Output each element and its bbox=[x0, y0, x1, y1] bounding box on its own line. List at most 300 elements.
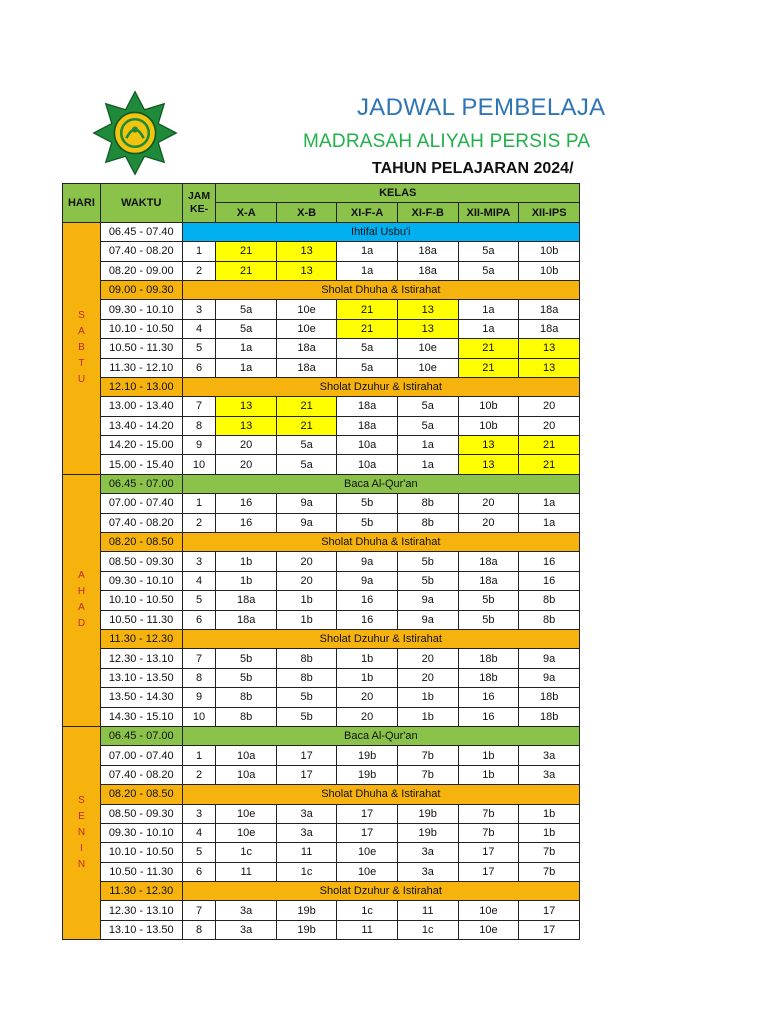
jam-cell: 2 bbox=[182, 765, 216, 784]
header-waktu: WAKTU bbox=[100, 184, 182, 223]
time-cell: 08.20 - 08.50 bbox=[100, 785, 182, 804]
header-jam-line2: KE- bbox=[190, 202, 209, 215]
jam-cell: 4 bbox=[182, 823, 216, 842]
jam-cell: 8 bbox=[182, 416, 216, 435]
subject-cell: 21 bbox=[216, 261, 276, 280]
subject-cell: 7b bbox=[519, 862, 580, 881]
time-cell: 10.50 - 11.30 bbox=[100, 339, 182, 358]
subject-cell: 5a bbox=[216, 319, 276, 338]
subject-cell: 21 bbox=[216, 242, 276, 261]
time-cell: 11.30 - 12.10 bbox=[100, 358, 182, 377]
header-jam-line1: JAM bbox=[187, 189, 211, 202]
subject-cell: 10e bbox=[216, 804, 276, 823]
table-row bbox=[63, 688, 580, 707]
subject-cell: 13 bbox=[397, 319, 458, 338]
subject-cell: 18b bbox=[519, 707, 580, 726]
subject-cell: 16 bbox=[216, 513, 276, 532]
subject-cell: 3a bbox=[216, 901, 276, 920]
subject-cell: 18a bbox=[337, 416, 398, 435]
table-row bbox=[63, 571, 580, 590]
event-label: Sholat Dhuha & Istirahat bbox=[182, 785, 579, 804]
subject-cell: 8b bbox=[276, 649, 336, 668]
subject-cell: 5a bbox=[458, 242, 519, 261]
subject-cell: 16 bbox=[458, 688, 519, 707]
subject-cell: 19b bbox=[276, 920, 336, 939]
subject-cell: 17 bbox=[337, 823, 398, 842]
table-row bbox=[63, 261, 580, 280]
subject-cell: 21 bbox=[276, 397, 336, 416]
table-row bbox=[63, 610, 580, 629]
event-row bbox=[63, 882, 580, 901]
subject-cell: 3a bbox=[397, 843, 458, 862]
subject-cell: 1a bbox=[216, 358, 276, 377]
subject-cell: 1c bbox=[337, 901, 398, 920]
subject-cell: 18a bbox=[458, 552, 519, 571]
schedule-table bbox=[62, 183, 580, 940]
day-letter: H bbox=[77, 586, 86, 598]
subject-cell: 20 bbox=[216, 455, 276, 474]
jam-cell: 8 bbox=[182, 920, 216, 939]
subject-cell: 17 bbox=[337, 804, 398, 823]
day-letter: A bbox=[78, 326, 85, 338]
subject-cell: 10e bbox=[397, 358, 458, 377]
jam-cell: 4 bbox=[182, 319, 216, 338]
time-cell: 11.30 - 12.30 bbox=[100, 882, 182, 901]
subject-cell: 1b bbox=[276, 610, 336, 629]
subject-cell: 20 bbox=[276, 552, 336, 571]
time-cell: 08.50 - 09.30 bbox=[100, 552, 182, 571]
time-cell: 10.10 - 10.50 bbox=[100, 591, 182, 610]
subject-cell: 16 bbox=[337, 610, 398, 629]
day-letter: S bbox=[78, 795, 85, 807]
subject-cell: 18a bbox=[397, 242, 458, 261]
subject-cell: 1a bbox=[519, 494, 580, 513]
jam-cell: 6 bbox=[182, 358, 216, 377]
subject-cell: 11 bbox=[216, 862, 276, 881]
table-row bbox=[63, 649, 580, 668]
subject-cell: 21 bbox=[519, 455, 580, 474]
subject-cell: 20 bbox=[397, 668, 458, 687]
subject-cell: 7b bbox=[458, 804, 519, 823]
subject-cell: 8b bbox=[276, 668, 336, 687]
table-row bbox=[63, 591, 580, 610]
subject-cell: 8b bbox=[519, 610, 580, 629]
subject-cell: 13 bbox=[397, 300, 458, 319]
day-label bbox=[63, 222, 101, 474]
header-class: XII-MIPA bbox=[458, 203, 519, 222]
table-row bbox=[63, 707, 580, 726]
time-cell: 13.50 - 14.30 bbox=[100, 688, 182, 707]
time-cell: 07.00 - 07.40 bbox=[100, 494, 182, 513]
event-row bbox=[63, 377, 580, 396]
table-row bbox=[63, 901, 580, 920]
subject-cell: 9a bbox=[397, 610, 458, 629]
subject-cell: 10e bbox=[276, 319, 336, 338]
subject-cell: 18a bbox=[458, 571, 519, 590]
subject-cell: 1b bbox=[458, 765, 519, 784]
day-letter: N bbox=[77, 859, 86, 871]
subject-cell: 1b bbox=[458, 746, 519, 765]
subject-cell: 1a bbox=[337, 261, 398, 280]
subject-cell: 18a bbox=[519, 300, 580, 319]
subject-cell: 10e bbox=[216, 823, 276, 842]
subject-cell: 7b bbox=[458, 823, 519, 842]
subject-cell: 1a bbox=[519, 513, 580, 532]
subject-cell: 7b bbox=[519, 843, 580, 862]
subject-cell: 20 bbox=[458, 494, 519, 513]
table-row bbox=[63, 358, 580, 377]
header-class: X-B bbox=[276, 203, 336, 222]
jam-cell: 1 bbox=[182, 746, 216, 765]
subject-cell: 10a bbox=[337, 436, 398, 455]
table-row bbox=[63, 242, 580, 261]
subject-cell: 18a bbox=[276, 339, 336, 358]
time-cell: 06.45 - 07.40 bbox=[100, 222, 182, 241]
subject-cell: 10e bbox=[337, 843, 398, 862]
subject-cell: 8b bbox=[216, 707, 276, 726]
day-label bbox=[63, 726, 101, 939]
time-cell: 10.50 - 11.30 bbox=[100, 862, 182, 881]
subject-cell: 8b bbox=[519, 591, 580, 610]
subject-cell: 10e bbox=[458, 920, 519, 939]
subject-cell: 9a bbox=[276, 513, 336, 532]
subject-cell: 21 bbox=[337, 319, 398, 338]
header-class: XII-IPS bbox=[519, 203, 580, 222]
time-cell: 06.45 - 07.00 bbox=[100, 474, 182, 493]
time-cell: 09.30 - 10.10 bbox=[100, 823, 182, 842]
subject-cell: 19b bbox=[337, 746, 398, 765]
event-label: Baca Al-Qur'an bbox=[182, 474, 579, 493]
table-row bbox=[63, 823, 580, 842]
star-emblem-icon bbox=[92, 90, 178, 176]
subject-cell: 1b bbox=[337, 668, 398, 687]
event-label: Sholat Dhuha & Istirahat bbox=[182, 533, 579, 552]
subject-cell: 5a bbox=[216, 300, 276, 319]
subject-cell: 16 bbox=[458, 707, 519, 726]
subject-cell: 20 bbox=[216, 436, 276, 455]
subject-cell: 21 bbox=[276, 416, 336, 435]
subject-cell: 1a bbox=[397, 436, 458, 455]
subject-cell: 18b bbox=[519, 688, 580, 707]
subject-cell: 3a bbox=[276, 823, 336, 842]
subject-cell: 17 bbox=[458, 843, 519, 862]
time-cell: 08.50 - 09.30 bbox=[100, 804, 182, 823]
event-label: Sholat Dzuhur & Istirahat bbox=[182, 882, 579, 901]
subject-cell: 5b bbox=[397, 571, 458, 590]
jam-cell: 7 bbox=[182, 649, 216, 668]
subject-cell: 10a bbox=[337, 455, 398, 474]
day-letter: B bbox=[78, 342, 85, 354]
subject-cell: 10a bbox=[216, 746, 276, 765]
subject-cell: 13 bbox=[458, 455, 519, 474]
subject-cell: 16 bbox=[337, 591, 398, 610]
time-cell: 08.20 - 08.50 bbox=[100, 533, 182, 552]
event-row bbox=[63, 533, 580, 552]
jam-cell: 3 bbox=[182, 552, 216, 571]
subject-cell: 17 bbox=[519, 920, 580, 939]
day-letter: I bbox=[80, 843, 83, 855]
subject-cell: 3a bbox=[397, 862, 458, 881]
subject-cell: 10e bbox=[397, 339, 458, 358]
subject-cell: 13 bbox=[216, 416, 276, 435]
jam-cell: 6 bbox=[182, 862, 216, 881]
subject-cell: 5a bbox=[458, 261, 519, 280]
table-row bbox=[63, 339, 580, 358]
subject-cell: 13 bbox=[458, 436, 519, 455]
subject-cell: 21 bbox=[458, 339, 519, 358]
table-row bbox=[63, 300, 580, 319]
subject-cell: 9a bbox=[337, 552, 398, 571]
time-cell: 06.45 - 07.00 bbox=[100, 726, 182, 745]
subject-cell: 3a bbox=[276, 804, 336, 823]
subject-cell: 13 bbox=[276, 242, 336, 261]
subject-cell: 1b bbox=[216, 552, 276, 571]
time-cell: 10.10 - 10.50 bbox=[100, 843, 182, 862]
jam-cell: 5 bbox=[182, 339, 216, 358]
time-cell: 13.10 - 13.50 bbox=[100, 668, 182, 687]
subject-cell: 9a bbox=[397, 591, 458, 610]
subject-cell: 11 bbox=[397, 901, 458, 920]
day-letter: E bbox=[78, 811, 85, 823]
subject-cell: 5b bbox=[458, 610, 519, 629]
header-jam bbox=[182, 184, 216, 223]
day-letter: N bbox=[77, 827, 86, 839]
jam-cell: 10 bbox=[182, 455, 216, 474]
subject-cell: 19b bbox=[276, 901, 336, 920]
subject-cell: 1a bbox=[337, 242, 398, 261]
subject-cell: 10b bbox=[458, 397, 519, 416]
subject-cell: 18a bbox=[276, 358, 336, 377]
table-row bbox=[63, 668, 580, 687]
jam-cell: 6 bbox=[182, 610, 216, 629]
table-row bbox=[63, 436, 580, 455]
subject-cell: 3a bbox=[216, 920, 276, 939]
time-cell: 15.00 - 15.40 bbox=[100, 455, 182, 474]
subject-cell: 8b bbox=[216, 688, 276, 707]
subject-cell: 10a bbox=[216, 765, 276, 784]
jam-cell: 2 bbox=[182, 261, 216, 280]
day-letter: T bbox=[78, 358, 85, 370]
subject-cell: 11 bbox=[337, 920, 398, 939]
jam-cell: 9 bbox=[182, 688, 216, 707]
time-cell: 10.50 - 11.30 bbox=[100, 610, 182, 629]
subject-cell: 1c bbox=[397, 920, 458, 939]
subject-cell: 1b bbox=[519, 823, 580, 842]
subject-cell: 1b bbox=[397, 707, 458, 726]
school-name: MADRASAH ALIYAH PERSIS PA bbox=[303, 131, 591, 152]
subject-cell: 20 bbox=[337, 707, 398, 726]
subject-cell: 20 bbox=[397, 649, 458, 668]
subject-cell: 10e bbox=[276, 300, 336, 319]
jam-cell: 1 bbox=[182, 242, 216, 261]
page-title: JADWAL PEMBELAJA bbox=[357, 94, 606, 121]
table-row bbox=[63, 319, 580, 338]
subject-cell: 18a bbox=[216, 610, 276, 629]
subject-cell: 5b bbox=[337, 494, 398, 513]
subject-cell: 5a bbox=[337, 339, 398, 358]
subject-cell: 20 bbox=[519, 397, 580, 416]
subject-cell: 17 bbox=[276, 746, 336, 765]
event-row bbox=[63, 785, 580, 804]
jam-cell: 7 bbox=[182, 397, 216, 416]
time-cell: 14.20 - 15.00 bbox=[100, 436, 182, 455]
subject-cell: 19b bbox=[337, 765, 398, 784]
table-row bbox=[63, 397, 580, 416]
subject-cell: 1a bbox=[458, 300, 519, 319]
header-class: XI-F-A bbox=[337, 203, 398, 222]
subject-cell: 1b bbox=[216, 571, 276, 590]
time-cell: 08.20 - 09.00 bbox=[100, 261, 182, 280]
subject-cell: 16 bbox=[216, 494, 276, 513]
subject-cell: 13 bbox=[519, 358, 580, 377]
subject-cell: 9a bbox=[276, 494, 336, 513]
jam-cell: 5 bbox=[182, 591, 216, 610]
subject-cell: 13 bbox=[519, 339, 580, 358]
subject-cell: 1b bbox=[337, 649, 398, 668]
event-row bbox=[63, 280, 580, 299]
subject-cell: 18a bbox=[519, 319, 580, 338]
event-label: Baca Al-Qur'an bbox=[182, 726, 579, 745]
event-row bbox=[63, 474, 580, 493]
time-cell: 13.40 - 14.20 bbox=[100, 416, 182, 435]
subject-cell: 21 bbox=[337, 300, 398, 319]
subject-cell: 5a bbox=[397, 397, 458, 416]
time-cell: 12.10 - 13.00 bbox=[100, 377, 182, 396]
day-letter: S bbox=[78, 310, 85, 322]
subject-cell: 18a bbox=[337, 397, 398, 416]
table-row bbox=[63, 843, 580, 862]
subject-cell: 20 bbox=[276, 571, 336, 590]
table-row bbox=[63, 513, 580, 532]
day-label bbox=[63, 474, 101, 726]
subject-cell: 18a bbox=[397, 261, 458, 280]
subject-cell: 9a bbox=[519, 649, 580, 668]
time-cell: 07.40 - 08.20 bbox=[100, 513, 182, 532]
subject-cell: 1b bbox=[397, 688, 458, 707]
time-cell: 11.30 - 12.30 bbox=[100, 629, 182, 648]
time-cell: 09.30 - 10.10 bbox=[100, 571, 182, 590]
subject-cell: 1c bbox=[276, 862, 336, 881]
header-hari: HARI bbox=[63, 184, 101, 223]
subject-cell: 5a bbox=[397, 416, 458, 435]
time-cell: 13.10 - 13.50 bbox=[100, 920, 182, 939]
jam-cell: 3 bbox=[182, 300, 216, 319]
subject-cell: 7b bbox=[397, 746, 458, 765]
subject-cell: 5a bbox=[337, 358, 398, 377]
event-label: Sholat Dzuhur & Istirahat bbox=[182, 377, 579, 396]
subject-cell: 1c bbox=[216, 843, 276, 862]
subject-cell: 10b bbox=[519, 242, 580, 261]
day-letter: U bbox=[77, 374, 86, 386]
subject-cell: 18b bbox=[458, 649, 519, 668]
subject-cell: 21 bbox=[458, 358, 519, 377]
table-row bbox=[63, 765, 580, 784]
table-row bbox=[63, 862, 580, 881]
subject-cell: 1a bbox=[216, 339, 276, 358]
subject-cell: 13 bbox=[216, 397, 276, 416]
table-row bbox=[63, 416, 580, 435]
jam-cell: 10 bbox=[182, 707, 216, 726]
time-cell: 09.30 - 10.10 bbox=[100, 300, 182, 319]
subject-cell: 11 bbox=[276, 843, 336, 862]
subject-cell: 5b bbox=[216, 649, 276, 668]
subject-cell: 21 bbox=[519, 436, 580, 455]
subject-cell: 5b bbox=[216, 668, 276, 687]
day-letter: D bbox=[77, 618, 86, 630]
time-cell: 09.00 - 09.30 bbox=[100, 280, 182, 299]
event-label: Sholat Dzuhur & Istirahat bbox=[182, 629, 579, 648]
time-cell: 07.00 - 07.40 bbox=[100, 746, 182, 765]
subject-cell: 13 bbox=[276, 261, 336, 280]
table-row bbox=[63, 804, 580, 823]
jam-cell: 4 bbox=[182, 571, 216, 590]
subject-cell: 1b bbox=[519, 804, 580, 823]
subject-cell: 18a bbox=[216, 591, 276, 610]
header-kelas: KELAS bbox=[216, 184, 580, 203]
subject-cell: 1a bbox=[397, 455, 458, 474]
event-label: Sholat Dhuha & Istirahat bbox=[182, 280, 579, 299]
subject-cell: 16 bbox=[519, 552, 580, 571]
time-cell: 10.10 - 10.50 bbox=[100, 319, 182, 338]
subject-cell: 1a bbox=[458, 319, 519, 338]
subject-cell: 17 bbox=[519, 901, 580, 920]
table-row bbox=[63, 746, 580, 765]
time-cell: 12.30 - 13.10 bbox=[100, 649, 182, 668]
subject-cell: 8b bbox=[397, 494, 458, 513]
subject-cell: 9a bbox=[337, 571, 398, 590]
subject-cell: 20 bbox=[458, 513, 519, 532]
subject-cell: 3a bbox=[519, 746, 580, 765]
subject-cell: 20 bbox=[519, 416, 580, 435]
subject-cell: 17 bbox=[276, 765, 336, 784]
time-cell: 14.30 - 15.10 bbox=[100, 707, 182, 726]
subject-cell: 8b bbox=[397, 513, 458, 532]
time-cell: 07.40 - 08.20 bbox=[100, 242, 182, 261]
jam-cell: 1 bbox=[182, 494, 216, 513]
subject-cell: 5b bbox=[458, 591, 519, 610]
jam-cell: 9 bbox=[182, 436, 216, 455]
subject-cell: 19b bbox=[397, 804, 458, 823]
header-class: XI-F-B bbox=[397, 203, 458, 222]
header-class: X-A bbox=[216, 203, 276, 222]
subject-cell: 20 bbox=[337, 688, 398, 707]
subject-cell: 10e bbox=[458, 901, 519, 920]
subject-cell: 10b bbox=[519, 261, 580, 280]
table-row bbox=[63, 552, 580, 571]
event-label: Ihtifal Usbu'i bbox=[182, 222, 579, 241]
event-row bbox=[63, 726, 580, 745]
table-row bbox=[63, 455, 580, 474]
subject-cell: 5a bbox=[276, 455, 336, 474]
subject-cell: 7b bbox=[397, 765, 458, 784]
event-row bbox=[63, 629, 580, 648]
subject-cell: 5b bbox=[276, 688, 336, 707]
subject-cell: 10e bbox=[337, 862, 398, 881]
subject-cell: 19b bbox=[397, 823, 458, 842]
jam-cell: 5 bbox=[182, 843, 216, 862]
subject-cell: 10b bbox=[458, 416, 519, 435]
subject-cell: 17 bbox=[458, 862, 519, 881]
subject-cell: 5b bbox=[337, 513, 398, 532]
subject-cell: 16 bbox=[519, 571, 580, 590]
jam-cell: 8 bbox=[182, 668, 216, 687]
subject-cell: 5b bbox=[397, 552, 458, 571]
subject-cell: 5a bbox=[276, 436, 336, 455]
subject-cell: 9a bbox=[519, 668, 580, 687]
day-letter: A bbox=[78, 602, 85, 614]
academic-year: TAHUN PELAJARAN 2024/ bbox=[372, 160, 574, 177]
table-row bbox=[63, 494, 580, 513]
